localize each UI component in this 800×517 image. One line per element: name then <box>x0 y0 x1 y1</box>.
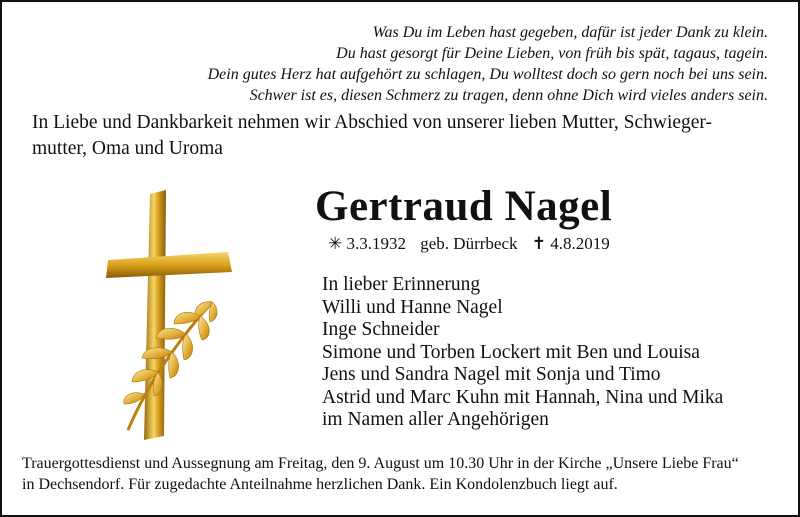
life-dates <box>328 234 620 254</box>
list-item: Astrid und Marc Kuhn mit Hannah, Nina und Mika <box>322 386 724 408</box>
list-item: In lieber Erinnerung <box>322 274 481 295</box>
intro-line: mutter, Oma und Uroma <box>32 138 223 159</box>
list-item: Inge Schneider <box>322 319 440 340</box>
list-item: Jens und Sandra Nagel mit Sonja und Timo <box>322 364 661 385</box>
poem-line: Dein gutes Herz hat aufgehört zu schlagen, Du wolltest doch so gern noch bei uns sein. <box>207 66 768 83</box>
intro-line: In Liebe und Dankbarkeit nehmen wir Abschied von unserer lieben Mutter, Schwieger- <box>32 112 713 133</box>
birth-date: ✳ 3.3.1932 <box>328 234 406 253</box>
poem-verse <box>208 22 768 106</box>
list-item: Simone und Torben Lockert mit Ben und Louisa <box>322 341 700 363</box>
gold-cross-with-palm-branch-icon <box>100 190 240 440</box>
death-date: ✝ 4.8.2019 <box>531 234 610 253</box>
poem-line: Schwer ist es, diesen Schmerz zu tragen, denn ohne Dich wird vieles anders sein. <box>249 87 768 104</box>
poem-line: Was Du im Leben hast gegeben, dafür ist jeder Dank zu klein. <box>372 24 768 41</box>
footer-line: in Dechsendorf. Für zugedachte Anteilnahme herzlichen Dank. Ein Kondolenzbuch liegt auf. <box>22 476 618 493</box>
service-info <box>22 453 792 495</box>
mourners-list <box>322 274 723 432</box>
footer-line: Trauergottesdienst und Aussegnung am Freitag, den 9. August um 10.30 Uhr in der Kirche „Unsere Liebe Frau“ <box>22 455 739 472</box>
maiden-name: geb. Dürrbeck <box>420 234 518 253</box>
poem-line: Du hast gesorgt für Deine Lieben, von früh bis spät, tagaus, tagein. <box>336 45 768 62</box>
intro-text <box>32 110 777 162</box>
list-item: im Namen aller Angehörigen <box>322 409 549 430</box>
deceased-name: Gertraud Nagel <box>315 183 613 230</box>
list-item: Willi und Hanne Nagel <box>322 296 503 318</box>
